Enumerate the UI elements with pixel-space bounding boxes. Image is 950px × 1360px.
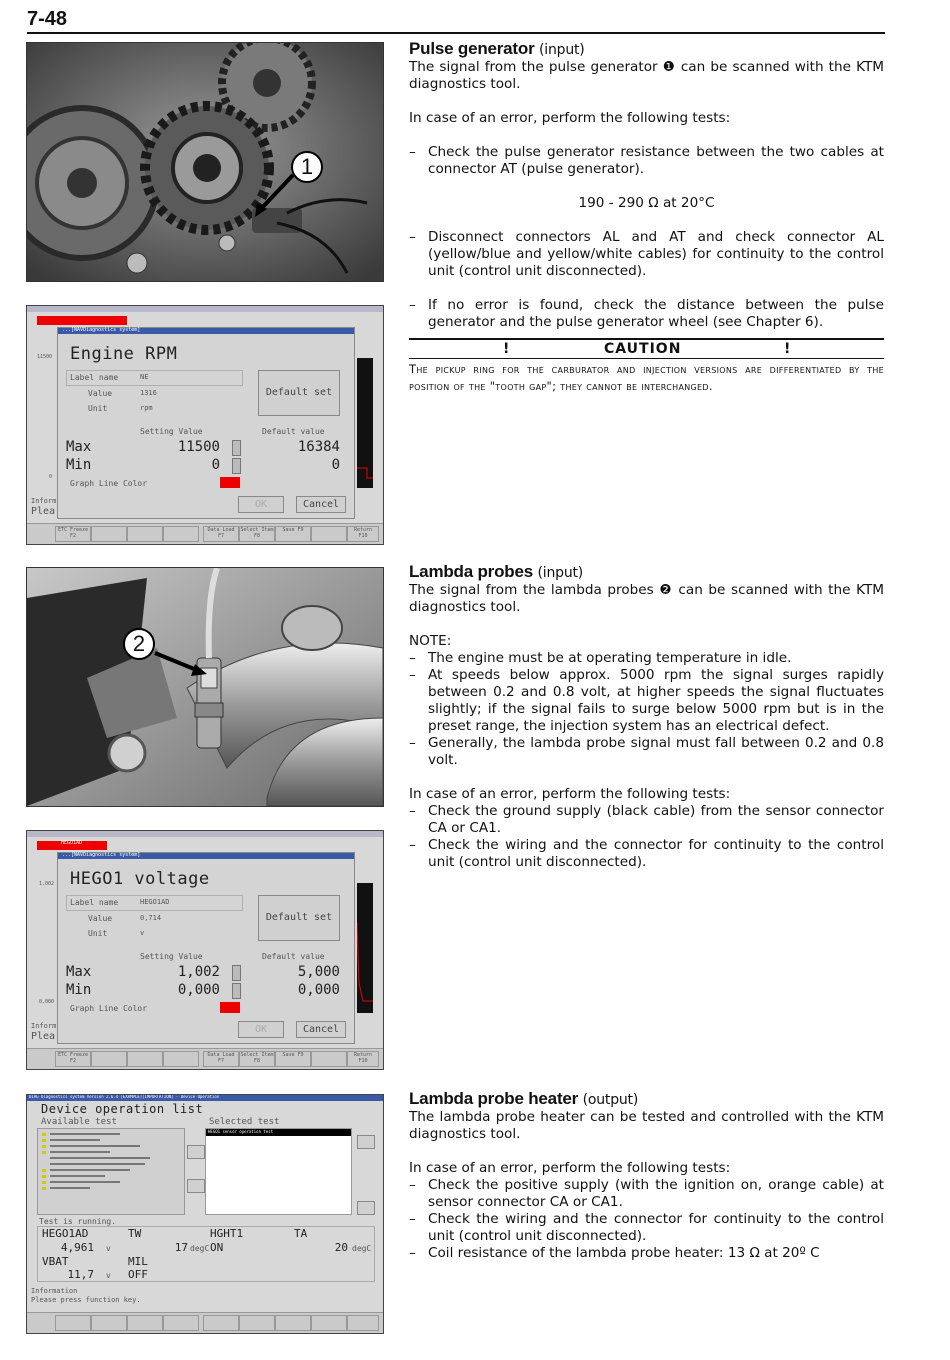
lambda-probes-suffix: (input) [537, 565, 584, 581]
fkey-return[interactable]: Return F10 [347, 1051, 379, 1067]
ok-button[interactable]: OK [238, 1021, 284, 1038]
pulse-intro: The signal from the pulse generator ❶ can be scanned with the KTM diagnostics tool. [409, 59, 884, 92]
side-scale-top: 11500 [37, 354, 53, 360]
lambda-probes-heading [409, 563, 884, 582]
default-value-label: Default value [262, 427, 325, 436]
default-set-button[interactable]: Default set [258, 895, 340, 941]
hego1-voltage-screenshot [26, 830, 384, 1070]
side-scale-mid: 0 [49, 474, 53, 480]
min-spinner[interactable] [232, 458, 241, 474]
selected-test-label: Selected test [209, 1117, 280, 1127]
fkey-freeze[interactable]: ETC Freeze F2 [55, 1051, 91, 1067]
fkey-data-load[interactable]: Data Load F7 [203, 1051, 239, 1067]
setting-value-label: Setting Value [140, 427, 203, 436]
max-label: Max [66, 439, 92, 455]
value-label: Value [88, 914, 113, 923]
fkey-3[interactable] [127, 1051, 163, 1067]
max-default-value: 5,000 [297, 964, 340, 980]
dash-marker: – [409, 837, 416, 853]
resistance-spec: 190 - 290 Ω at 20°C [578, 195, 715, 211]
fkey-freeze[interactable]: ETC Freeze F2 [55, 526, 91, 542]
heater-test-1-text: Check the positive supply (with the ignition on, orange cable) at sensor connector CA or CA1. [428, 1177, 884, 1210]
value-label: Value [88, 389, 113, 398]
dash-marker: – [409, 229, 416, 245]
tw-unit: degC [190, 1244, 210, 1253]
fkey-3[interactable] [127, 1315, 163, 1331]
fkey-8[interactable] [311, 1315, 347, 1331]
down-arrow-button[interactable] [187, 1179, 205, 1193]
heater-test-2-text: Check the wiring and the connector for continuity to the control unit (control unit disconnected). [428, 1211, 884, 1244]
fkey-select-item[interactable]: Select Item F8 [239, 526, 275, 542]
window-titlebar [27, 831, 383, 837]
pulse-test-3 [409, 297, 884, 331]
value-value: 1316 [140, 389, 157, 397]
caution-mark-left: ! [503, 341, 510, 357]
selected-test-list[interactable] [205, 1128, 352, 1215]
dash-marker: – [409, 1245, 416, 1261]
min-spinner[interactable] [232, 983, 241, 999]
label-name-label: Label name [70, 898, 119, 907]
window-title-text: DIAG Diagnostics system Version 2.6.4 [EXAMPLE][IMPORTATION] - Device Operation [29, 1094, 220, 1099]
graph-settings-dialog [57, 852, 355, 1044]
min-setting-value[interactable]: 0 [211, 457, 220, 473]
pulse-generator-title: Pulse generator [409, 39, 535, 58]
caution-bar [409, 338, 884, 359]
note-3 [409, 735, 884, 769]
info-text: Plea [31, 506, 56, 517]
dash-marker: – [409, 803, 416, 819]
dash-marker: – [409, 735, 416, 751]
fkey-5[interactable] [203, 1315, 239, 1331]
note-2-text: At speeds below approx. 5000 rpm the signal surges rapidly between 0.2 and 0.8 volt, at higher speeds the signal fluctuates slightly; if the signal fails to surge below 5000 rpm but is in the preset range, the injection system has an electrical defect. [428, 667, 884, 734]
function-key-bar [27, 523, 383, 544]
dialog-heading: Engine RPM [70, 344, 178, 364]
ta-label: TA [294, 1227, 308, 1240]
fkey-7[interactable] [275, 1315, 311, 1331]
monitor-table [37, 1226, 375, 1282]
tw-label: TW [128, 1227, 142, 1240]
rpm-graph [357, 358, 373, 488]
fkey-4[interactable] [163, 1051, 199, 1067]
vbat-unit: v [106, 1271, 111, 1280]
fkey-save[interactable]: Save F9 [275, 526, 311, 542]
dash-marker: – [409, 297, 416, 313]
device-heading: Device operation list [41, 1102, 204, 1116]
lambda-test-2 [409, 837, 884, 871]
selected-item-label: HEGO1AD [61, 840, 83, 846]
label-name-label: Label name [70, 373, 119, 382]
max-default-value: 16384 [297, 439, 340, 455]
lambda-heater-section [409, 1090, 884, 1262]
available-test-list[interactable] [37, 1128, 185, 1215]
selected-test-item-text: HEGO1 sensor operation test [208, 1129, 274, 1134]
vbat-value: 11,7 [67, 1268, 94, 1281]
lambda-test-1 [409, 803, 884, 837]
test-running-status: Test is running. [39, 1217, 117, 1226]
lambda-probes-title: Lambda probes [409, 562, 533, 581]
remove-button[interactable] [357, 1201, 375, 1215]
dash-marker: – [409, 667, 416, 683]
hego1ad-unit: v [106, 1244, 111, 1253]
heater-tests-intro: In case of an error, perform the following tests: [409, 1160, 731, 1176]
heater-test-3-text: Coil resistance of the lambda probe heater: 13 Ω at 20º C [428, 1245, 820, 1261]
fkey-8[interactable] [311, 526, 347, 542]
unit-value: rpm [140, 404, 153, 412]
label-name-value: HEGO1AD [140, 898, 170, 906]
fkey-select-item[interactable]: Select Item F8 [239, 1051, 275, 1067]
add-arrow-button[interactable] [357, 1135, 375, 1149]
function-key-bar [27, 1312, 383, 1333]
note-3-text: Generally, the lambda probe signal must fall between 0.2 and 0.8 volt. [428, 735, 884, 768]
up-arrow-button[interactable] [187, 1145, 205, 1159]
function-key-bar [27, 1048, 383, 1069]
cancel-button[interactable]: Cancel [296, 1021, 346, 1038]
lambda-probe-photo [26, 567, 384, 807]
hght1-value: ON [210, 1241, 224, 1254]
graph-line-color-label: Graph Line Color [70, 479, 148, 488]
ta-unit: degC [352, 1244, 372, 1253]
caution-mark-right: ! [784, 341, 791, 357]
lambda-test-1-text: Check the ground supply (black cable) from the sensor connector CA or CA1. [428, 803, 884, 836]
graph-line-color-swatch[interactable] [220, 1002, 240, 1013]
page-number: 7-48 [27, 8, 68, 30]
fkey-8[interactable] [311, 1051, 347, 1067]
note-1-text: The engine must be at operating temperature in idle. [428, 650, 792, 666]
dash-marker: – [409, 1177, 416, 1193]
window-titlebar [27, 306, 383, 312]
side-scale-top: 1,002 [39, 881, 55, 887]
note-label: NOTE: [409, 633, 452, 649]
lambda-intro: The signal from the lambda probes ❷ can be scanned with the KTM diagnostics tool. [409, 582, 884, 615]
fkey-3[interactable] [127, 526, 163, 542]
graph-line-color-swatch[interactable] [220, 477, 240, 488]
fkey-data-load[interactable]: Data Load F7 [203, 526, 239, 542]
fkey-2[interactable] [91, 1315, 127, 1331]
cancel-button[interactable]: Cancel [296, 496, 346, 513]
unit-value: v [140, 929, 145, 937]
selected-item-tab [37, 316, 127, 325]
fkey-1[interactable] [55, 1315, 91, 1331]
hego-graph [357, 883, 373, 1013]
heater-test-1 [409, 1177, 884, 1211]
pulse-tests-intro: In case of an error, perform the following tests: [409, 110, 731, 126]
caution-label: CAUTION [604, 341, 682, 357]
max-setting-value[interactable]: 11500 [177, 439, 220, 455]
fkey-2[interactable] [91, 526, 127, 542]
hego1ad-value: 4,961 [60, 1241, 94, 1254]
dash-marker: – [409, 1211, 416, 1227]
info-label: Inform [31, 1022, 57, 1030]
tw-value: 17 [174, 1241, 188, 1254]
min-label: Min [66, 982, 92, 998]
max-spinner[interactable] [232, 440, 241, 456]
pulse-generator-suffix: (input) [539, 42, 585, 58]
side-scale-mid: 0,000 [39, 999, 55, 1005]
min-label: Min [66, 457, 92, 473]
mil-label: MIL [128, 1255, 148, 1268]
min-setting-value[interactable]: 0,000 [177, 982, 220, 998]
caution-text: The pickup ring for the carburator and injection versions are differentiated by the position of the "tooth gap"; they cannot be interchanged. [409, 362, 884, 393]
pulse-test-2-text: Disconnect connectors AL and AT and check connector AL (yellow/blue and yellow/white cables) for continuity to the control unit (control unit disconnected). [428, 229, 884, 279]
dash-marker: – [409, 650, 416, 666]
dash-marker: – [409, 144, 416, 160]
header-rule [27, 32, 885, 34]
available-test-label: Available test [41, 1117, 117, 1127]
fkey-6[interactable] [239, 1315, 275, 1331]
information-text: Please press function key. [31, 1296, 141, 1304]
lambda-heater-suffix: (output) [582, 1092, 639, 1108]
pulse-test-2 [409, 229, 884, 280]
pulse-test-1-text: Check the pulse generator resistance between the two cables at connector AT (pulse generator). [428, 144, 884, 177]
unit-label: Unit [88, 929, 108, 938]
lambda-test-2-text: Check the wiring and the connector for continuity to the control unit (control unit disconnected). [428, 837, 884, 870]
value-value: 0,714 [140, 914, 162, 922]
pulse-generator-heading [409, 40, 884, 59]
lambda-heater-title: Lambda probe heater [409, 1089, 579, 1108]
mil-value: OFF [128, 1268, 148, 1281]
dialog-title-text: ...[NAVDiagnostics system] [62, 327, 141, 333]
unit-label: Unit [88, 404, 108, 413]
fkey-save[interactable]: Save F9 [275, 1051, 311, 1067]
lambda-heater-heading [409, 1090, 884, 1109]
note-1 [409, 650, 884, 667]
note-2 [409, 667, 884, 735]
pulse-test-3-text: If no error is found, check the distance between the pulse generator and the pulse generator wheel (see Chapter 6). [428, 297, 884, 330]
graph-line-color-label: Graph Line Color [70, 1004, 148, 1013]
pulse-generator-photo [26, 42, 384, 282]
default-set-button[interactable]: Default set [258, 370, 340, 416]
device-operation-screenshot [26, 1094, 384, 1334]
info-text: Plea [31, 1031, 56, 1042]
default-value-label: Default value [262, 952, 325, 961]
vbat-label: VBAT [42, 1255, 69, 1268]
callout-2: 2 [123, 628, 155, 660]
fkey-9[interactable] [347, 1315, 379, 1331]
information-label: Information [31, 1287, 78, 1295]
max-spinner[interactable] [232, 965, 241, 981]
label-name-value: NE [140, 373, 149, 381]
ok-button[interactable]: OK [238, 496, 284, 513]
hego1ad-label: HEGO1AD [42, 1227, 89, 1240]
heater-test-2 [409, 1211, 884, 1245]
lambda-tests-intro: In case of an error, perform the following tests: [409, 786, 731, 802]
info-label: Inform [31, 497, 57, 505]
setting-value-label: Setting Value [140, 952, 203, 961]
max-setting-value[interactable]: 1,002 [177, 964, 220, 980]
min-default-value: 0 [331, 457, 340, 473]
engine-rpm-screenshot [26, 305, 384, 545]
pulse-generator-section [409, 40, 884, 331]
min-default-value: 0,000 [297, 982, 340, 998]
callout-1: 1 [291, 151, 323, 183]
hght1-label: HGHT1 [210, 1227, 244, 1240]
fkey-return[interactable]: Return F10 [347, 526, 379, 542]
max-label: Max [66, 964, 92, 980]
pulse-test-1 [409, 144, 884, 178]
dialog-title-text: ...[NAVDiagnostics system] [62, 852, 141, 858]
heater-intro: The lambda probe heater can be tested and controlled with the KTM diagnostics tool. [409, 1109, 884, 1142]
fkey-2[interactable] [91, 1051, 127, 1067]
ta-value: 20 [334, 1241, 348, 1254]
heater-test-3 [409, 1245, 884, 1262]
lambda-probes-section [409, 563, 884, 871]
fkey-4[interactable] [163, 1315, 199, 1331]
graph-settings-dialog [57, 327, 355, 519]
fkey-4[interactable] [163, 526, 199, 542]
dialog-heading: HEGO1 voltage [70, 869, 210, 889]
